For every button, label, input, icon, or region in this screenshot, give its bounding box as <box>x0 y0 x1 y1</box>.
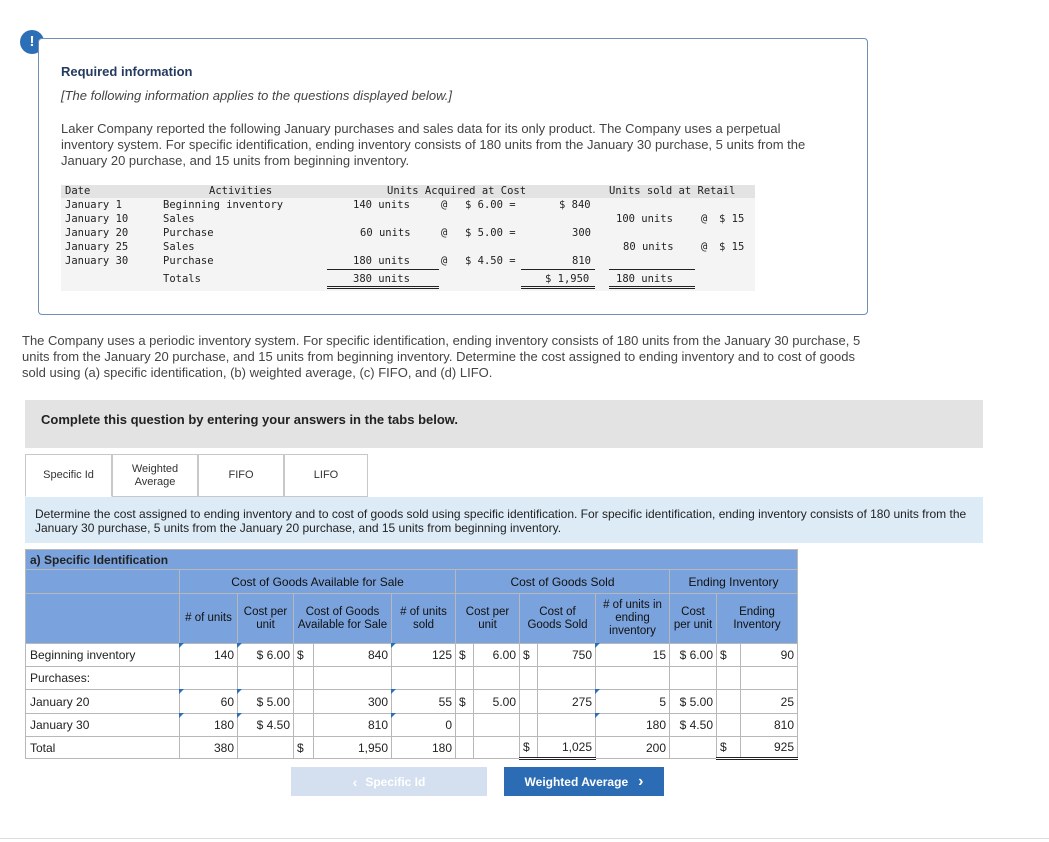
units-sold-input[interactable]: 0 <box>392 714 456 737</box>
row-at: @ <box>441 227 448 239</box>
units-input[interactable]: 60 <box>180 690 238 714</box>
blank-subheader <box>26 594 180 644</box>
row-label: January 20 <box>26 690 180 714</box>
row-date: January 30 <box>65 255 129 267</box>
cost-ending-value: $ 6.00 <box>670 644 717 667</box>
cost-sold-value: 6.00 <box>474 644 520 667</box>
complete-bar <box>25 400 983 448</box>
cogs-value: 750 <box>538 644 596 667</box>
subheader-cost-per-unit: Cost per unit <box>238 594 294 644</box>
cost-ending-value: $ 4.50 <box>670 714 717 737</box>
row-units: 180 units <box>353 255 410 267</box>
totals-label: Totals <box>163 273 201 285</box>
dollar-sign: $ <box>294 644 314 667</box>
units-sold-input[interactable]: 125 <box>392 644 456 667</box>
subheader-units: # of units <box>180 594 238 644</box>
units-ending-input[interactable]: 15 <box>596 644 670 667</box>
subheader-cogas: Cost of Goods Available for Sale <box>294 594 392 644</box>
dollar-sign: $ <box>520 644 538 667</box>
row-total <box>26 737 798 759</box>
row-total: $ 840 <box>559 199 591 211</box>
instructions: Determine the cost assigned to ending inventory and to cost of goods sold using specific identification. For specific identification, ending inventory consists of 180 units from the January 30 purchase, 5 units from the January 20 purchase, and 15 units from beginning inventory. <box>25 497 983 543</box>
periodic-description: The Company uses a periodic inventory system. For specific identification, ending inventory consists of 180 units from the January 30 purchase, 5 units from the January 20 purchase, and 15 units from beginning inventory. Determine the cost assigned to ending inventory and to cost of goods sold using (a) specific identification, (b) weighted average, (c) FIFO, and (d) LIFO. <box>22 333 861 380</box>
subheader-cost-per-unit-ending: Cost per unit <box>670 594 717 644</box>
header-acquired: Units Acquired at Cost <box>387 185 527 197</box>
alert-icon: ! <box>20 30 44 54</box>
next-button[interactable] <box>504 767 664 796</box>
total-cogas: 1,950 <box>314 737 392 759</box>
ending-value: 25 <box>741 690 798 714</box>
cogas-value: 840 <box>314 644 392 667</box>
row-activity: Sales <box>163 213 195 225</box>
cogs-value: 275 <box>538 690 596 714</box>
row-total: 300 <box>572 227 591 239</box>
dollar-sign: $ <box>456 644 474 667</box>
dollar-sign: $ <box>294 737 314 759</box>
prev-button-label: Specific Id <box>365 774 426 789</box>
row-january-20 <box>26 690 798 714</box>
prev-button[interactable] <box>291 767 487 796</box>
cost-sold-value: 5.00 <box>474 690 520 714</box>
group-ending: Ending Inventory <box>670 570 798 594</box>
required-info-box <box>38 38 868 315</box>
totals-sold-units: 180 units <box>616 273 673 285</box>
row-units: 140 units <box>353 199 410 211</box>
row-date: January 10 <box>65 213 129 225</box>
row-label: January 30 <box>26 714 180 737</box>
cogas-value: 810 <box>314 714 392 737</box>
tab-fifo[interactable]: FIFO <box>198 454 284 497</box>
totals-units: 380 units <box>353 273 410 285</box>
row-cost: $ 5.00 = <box>465 227 516 239</box>
row-activity: Sales <box>163 241 195 253</box>
cogas-value: 300 <box>314 690 392 714</box>
units-ending-input[interactable]: 180 <box>596 714 670 737</box>
cost-input[interactable]: $ 6.00 <box>238 644 294 667</box>
total-units: 380 <box>180 737 238 759</box>
group-cogs: Cost of Goods Sold <box>456 570 670 594</box>
total-units-ending: 200 <box>596 737 670 759</box>
row-at: @ <box>441 199 448 211</box>
row-sold-units: 80 units <box>623 241 674 253</box>
row-beginning-inventory <box>26 644 798 667</box>
row-activity: Purchase <box>163 227 214 239</box>
dollar-sign: $ <box>717 737 741 759</box>
chevron-left-icon: ‹ <box>352 773 358 790</box>
units-ending-input[interactable]: 5 <box>596 690 670 714</box>
required-body: Laker Company reported the following January purchases and sales data for its only product. The Company uses a perpetual inventory system. For specific identification, ending inventory consists of 180 units from the January 30 purchase, 5 units from the January 20 purchase, and 15 units from beginning inventory. <box>61 121 806 168</box>
row-cost: $ 4.50 = <box>465 255 516 267</box>
chevron-right-icon: › <box>638 772 644 790</box>
row-label: Beginning inventory <box>26 644 180 667</box>
row-sold-at: @ <box>701 241 708 253</box>
cost-input[interactable]: $ 5.00 <box>238 690 294 714</box>
row-sold-price: $ 15 <box>719 241 745 253</box>
row-label: Purchases: <box>26 667 180 690</box>
blank-header <box>26 570 180 594</box>
row-cost: $ 6.00 = <box>465 199 516 211</box>
tab-specific-id[interactable]: Specific Id <box>25 454 112 497</box>
units-sold-input[interactable]: 55 <box>392 690 456 714</box>
subheader-units-ending: # of units in ending inventory <box>596 594 670 644</box>
row-activity: Beginning inventory <box>163 199 284 211</box>
tab-lifo[interactable]: LIFO <box>284 454 368 497</box>
dollar-sign: $ <box>520 737 538 759</box>
specific-identification-table <box>25 549 798 760</box>
tab-weighted-average[interactable]: Weighted Average <box>112 454 198 497</box>
complete-bar-text: Complete this question by entering your answers in the tabs below. <box>41 412 459 427</box>
row-sold-at: @ <box>701 213 708 225</box>
ending-value: 90 <box>741 644 798 667</box>
row-total: 810 <box>572 255 591 267</box>
row-date: January 25 <box>65 241 129 253</box>
dollar-sign: $ <box>717 644 741 667</box>
purchases-table <box>61 185 755 291</box>
total-cogs: 1,025 <box>538 737 596 759</box>
subheader-ending-inventory: Ending Inventory <box>717 594 798 644</box>
cost-input[interactable]: $ 4.50 <box>238 714 294 737</box>
required-subtitle: [The following information applies to the questions displayed below.] <box>61 88 452 103</box>
units-input[interactable]: 140 <box>180 644 238 667</box>
row-date: January 20 <box>65 227 129 239</box>
subheader-units-sold: # of units sold <box>392 594 456 644</box>
row-sold-price: $ 15 <box>719 213 745 225</box>
next-button-label: Weighted Average <box>524 774 629 789</box>
header-sold: Units sold at Retail <box>609 185 736 197</box>
subheader-cogs: Cost of Goods Sold <box>520 594 596 644</box>
total-ending: 925 <box>741 737 798 759</box>
row-label: Total <box>26 737 180 759</box>
units-input[interactable]: 180 <box>180 714 238 737</box>
dollar-sign: $ <box>456 690 474 714</box>
row-units: 60 units <box>360 227 411 239</box>
required-title: Required information <box>61 64 193 79</box>
row-activity: Purchase <box>163 255 214 267</box>
row-date: January 1 <box>65 199 122 211</box>
total-units-sold: 180 <box>392 737 456 759</box>
header-date: Date <box>65 185 91 197</box>
row-at: @ <box>441 255 448 267</box>
cost-ending-value: $ 5.00 <box>670 690 717 714</box>
group-cogas: Cost of Goods Available for Sale <box>180 570 456 594</box>
table-caption: a) Specific Identification <box>26 550 798 570</box>
row-purchases <box>26 667 798 690</box>
totals-amount: $ 1,950 <box>545 273 590 285</box>
ending-value: 810 <box>741 714 798 737</box>
header-activities: Activities <box>209 185 273 197</box>
bottom-divider <box>0 838 1049 839</box>
row-sold-units: 100 units <box>616 213 673 225</box>
subheader-cost-per-unit-sold: Cost per unit <box>456 594 520 644</box>
row-january-30 <box>26 714 798 737</box>
